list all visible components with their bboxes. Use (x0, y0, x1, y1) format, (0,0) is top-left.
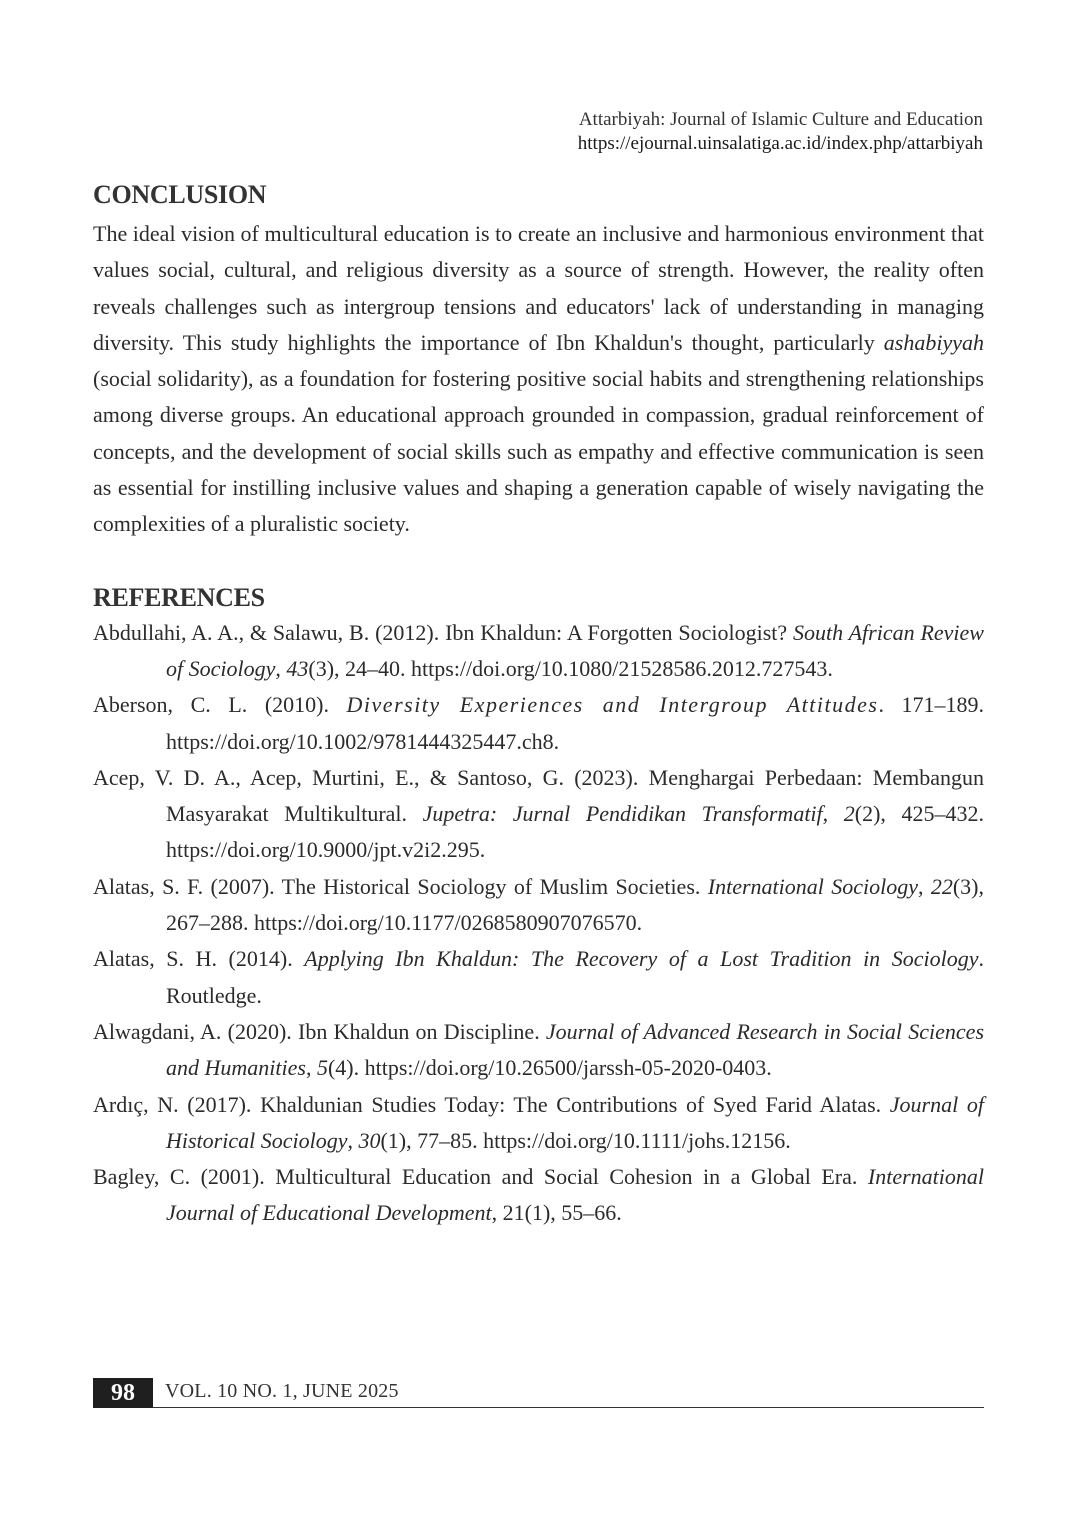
ref-source: Jupetra: Jurnal Pendidikan Transformatif (422, 801, 823, 827)
ref-tail: (4). https://doi.org/10.26500/jarssh-05-2020-0403. (327, 1055, 772, 1081)
ref-source: Journal of Advanced Research in Social Sciences and Humanities (166, 1018, 985, 1081)
ref-lead: Abdullahi, A. A., & Salawu, B. (2012). Ibn Khaldun: A Forgotten Sociologist? (93, 619, 794, 645)
ref-volume: 5 (316, 1055, 328, 1081)
journal-url[interactable]: https://ejournal.uinsalatiga.ac.id/index.php/attarbiyah (577, 133, 983, 154)
conclusion-text-1: The ideal vision of multicultural education is to create an inclusive and harmonious environment that values social, cultural, and religious diversity as a source of strength. However, the reality often reveals challenges such as intergroup tensions and educators' lack of understanding in managing diversity. This study highlights the importance of Ibn Khaldun's thought, particularly (93, 221, 984, 355)
reference-item (93, 1087, 984, 1160)
ref-source: South African Review of Sociology (166, 619, 984, 681)
conclusion-paragraph (93, 216, 984, 543)
reference-item (93, 760, 984, 869)
reference-item (93, 615, 984, 688)
running-header (578, 108, 983, 156)
page-number: 98 (93, 1378, 153, 1408)
journal-title: Attarbiyah: Journal of Islamic Culture and Education (578, 109, 983, 130)
ref-mid: . 171–189. https://doi.org/10.1002/9781444325447.ch8. (166, 692, 984, 754)
ref-mid: , (917, 873, 931, 899)
ref-mid: , (305, 1055, 317, 1081)
conclusion-text-2: (social solidarity), as a foundation for fostering positive social habits and strengthening relationships among diverse groups. An educational approach grounded in compassion, gradual reinforcement of concepts, and the development of social skills such as empathy and effective communication is seen as essential for instilling inclusive values and shaping a generation capable of wisely navigating the complexities of a pluralistic society. (93, 366, 984, 537)
conclusion-heading: CONCLUSION (93, 180, 267, 209)
ref-tail: (2), 425–432. https://doi.org/10.9000/jpt.v2i2.295. (166, 801, 985, 863)
reference-item (93, 869, 984, 942)
reference-item (93, 941, 984, 1014)
ref-volume: 22 (930, 873, 953, 899)
reference-item (93, 1159, 984, 1232)
ref-lead: Ardıç, N. (2017). Khaldunian Studies Today: The Contributions of Syed Farid Alatas. (93, 1091, 890, 1117)
ref-mid: , (275, 655, 287, 681)
ref-tail: (1), 77–85. https://doi.org/10.1111/johs.12156. (380, 1127, 791, 1153)
page-footer (93, 1378, 984, 1408)
ref-mid: . Routledge. (166, 946, 985, 1008)
ref-source: Diversity Experiences and Intergroup Attitudes (346, 692, 879, 718)
reference-item (93, 687, 984, 760)
footer-rule (153, 1407, 984, 1409)
ref-lead: Acep, V. D. A., Acep, Murtini, E., & Santoso, G. (2023). Menghargai Perbedaan: Membangun Masyarakat Multikultural. (93, 764, 984, 827)
ref-lead: Aberson, C. L. (2010). (93, 692, 347, 718)
references-heading: REFERENCES (93, 582, 265, 612)
ref-lead: Alwagdani, A. (2020). Ibn Khaldun on Discipline. (93, 1018, 546, 1044)
ref-lead: Alatas, S. F. (2007). The Historical Sociology of Muslim Societies. (93, 873, 708, 899)
ref-tail: (3), 24–40. https://doi.org/10.1080/21528586.2012.727543. (308, 655, 833, 681)
ref-source: Journal of Historical Sociology (166, 1091, 984, 1153)
ref-mid: , (347, 1127, 359, 1153)
ref-lead: Alatas, S. H. (2014). (93, 946, 305, 972)
reference-item (93, 1014, 984, 1087)
main-content (93, 180, 984, 1232)
ref-volume: 2 (843, 801, 855, 827)
ref-volume: 30 (358, 1127, 381, 1153)
ref-mid: , 21(1), 55–66. (491, 1200, 622, 1226)
reference-list (93, 615, 984, 1232)
ref-lead: Bagley, C. (2001). Multicultural Education and Social Cohesion in a Global Era. (93, 1164, 868, 1190)
volume-info: VOL. 10 NO. 1, JUNE 2025 (165, 1380, 399, 1402)
ref-source: International Journal of Educational Development (166, 1164, 984, 1226)
conclusion-term: ashabiyyah (883, 329, 984, 355)
ref-source: International Sociology (707, 873, 918, 899)
ref-volume: 43 (286, 655, 309, 681)
ref-source: Applying Ibn Khaldun: The Recovery of a Lost Tradition in Sociology (304, 946, 979, 972)
ref-mid: , (822, 801, 844, 827)
ref-tail: (3), 267–288. https://doi.org/10.1177/0268580907076570. (166, 873, 985, 936)
